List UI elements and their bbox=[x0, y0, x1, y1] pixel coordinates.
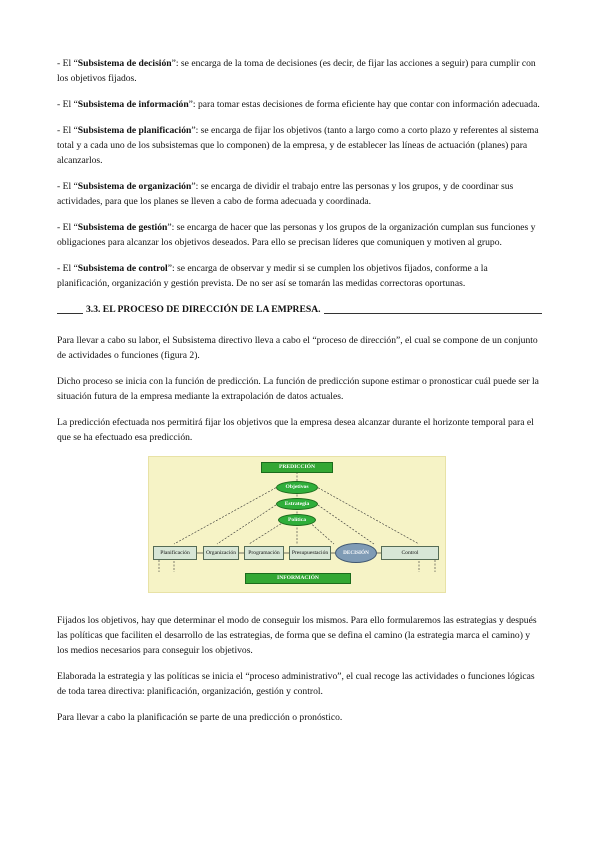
item-text: ”: se encarga de la toma de decisiones (es decir, de fijar las acciones a seguir) para cumplir con los objetivos fijados. bbox=[57, 58, 536, 84]
item-prefix: - El “ bbox=[57, 99, 78, 110]
item-name: Subsistema de planificación bbox=[77, 125, 192, 136]
strategy-node: Estrategia bbox=[276, 498, 318, 510]
item-name: Subsistema de gestión bbox=[77, 222, 168, 233]
subsystem-item bbox=[57, 97, 542, 112]
section-heading-text: 3.3. EL PROCESO DE DIRECCIÓN DE LA EMPRESA. bbox=[86, 304, 321, 315]
item-prefix: - El “ bbox=[57, 58, 78, 69]
item-text: ”: se encarga de hacer que las personas y los grupos de la organización cumplan sus funciones y obligaciones para alcanzar los objetivos deseados. Para ello se precisan líderes que comuniquen y motiven al grupo. bbox=[57, 222, 536, 248]
subsystem-item bbox=[57, 123, 542, 168]
policy-node: Política bbox=[278, 514, 316, 526]
prediction-bar: PREDICCIÓN bbox=[261, 462, 333, 473]
section-heading bbox=[57, 302, 542, 317]
item-name: Subsistema de información bbox=[77, 99, 189, 110]
subsystem-item bbox=[57, 179, 542, 209]
item-text: ”: se encarga de fijar los objetivos (tanto a largo como a corto plazo y referentes al sistema total y a cada uno de los subsistemas que lo componen) de la empresa, y de establecer las líneas de actuación (planes) para alcanzarlos. bbox=[57, 125, 539, 166]
decision-node: DECISIÓN bbox=[335, 543, 377, 563]
item-text: ”: se encarga de observar y medir si se cumplen los objetivos fijados, conforme a la planificación, organización y gestión prevista. De no ser así se tomarán las medidas correctoras oportunas. bbox=[57, 263, 488, 289]
subsystem-item bbox=[57, 56, 542, 86]
information-bar: INFORMACIÓN bbox=[245, 573, 351, 584]
item-prefix: - El “ bbox=[57, 263, 78, 274]
item-prefix: - El “ bbox=[57, 222, 78, 233]
item-prefix: - El “ bbox=[57, 125, 78, 136]
item-name: Subsistema de control bbox=[77, 263, 168, 274]
body-paragraph: Elaborada la estrategia y las políticas se inicia el “proceso administrativo”, el cual recoge las actividades o funciones lógicas de toda tarea directiva: planificación, organización, gestión y control. bbox=[57, 671, 535, 697]
subsystem-item bbox=[57, 220, 542, 250]
planning-box: Planificación bbox=[153, 546, 197, 560]
document-page bbox=[57, 56, 542, 736]
body-paragraph: Para llevar a cabo la planificación se parte de una predicción o pronóstico. bbox=[57, 712, 343, 723]
budgeting-box: Presupuestación bbox=[289, 546, 331, 560]
management-process-diagram bbox=[148, 456, 446, 593]
body-paragraph: Dicho proceso se inicia con la función de predicción. La función de predicción supone estimar o pronosticar cuál puede ser la situación futura de la empresa mediante la extrapolación de datos actuales. bbox=[57, 376, 539, 402]
programming-box: Programación bbox=[244, 546, 284, 560]
item-prefix: - El “ bbox=[57, 181, 78, 192]
organization-box: Organización bbox=[203, 546, 239, 560]
item-name: Subsistema de organización bbox=[77, 181, 192, 192]
body-paragraph: Fijados los objetivos, hay que determinar el modo de conseguir los mismos. Para ello formularemos las estrategias y después las políticas que faciliten el desarrollo de las estrategias, de forma que se defina el camino (la estrategia marca el camino) y los medios necesarios para conseguir los objetivos. bbox=[57, 615, 537, 656]
item-name: Subsistema de decisión bbox=[77, 58, 172, 69]
item-text: ”: para tomar estas decisiones de forma eficiente hay que contar con información adecuada. bbox=[188, 99, 540, 110]
heading-rule-right bbox=[324, 305, 542, 314]
heading-rule-left bbox=[57, 305, 83, 314]
control-box: Control bbox=[381, 546, 439, 560]
subsystem-item bbox=[57, 261, 542, 291]
body-paragraph: La predicción efectuada nos permitirá fijar los objetivos que la empresa desea alcanzar durante el horizonte temporal para el que se ha efectuado esa predicción. bbox=[57, 417, 534, 443]
body-paragraph: Para llevar a cabo su labor, el Subsistema directivo lleva a cabo el “proceso de dirección”, el cual se compone de un conjunto de actividades o funciones (figura 2). bbox=[57, 335, 538, 361]
subsystem-list bbox=[57, 56, 542, 291]
item-text: ”: se encarga de dividir el trabajo entre las personas y los grupos, y de coordinar sus actividades, para que los planes se lleven a cabo de forma adecuada y coordinada. bbox=[57, 181, 514, 207]
objectives-node: Objetivos bbox=[276, 481, 318, 494]
